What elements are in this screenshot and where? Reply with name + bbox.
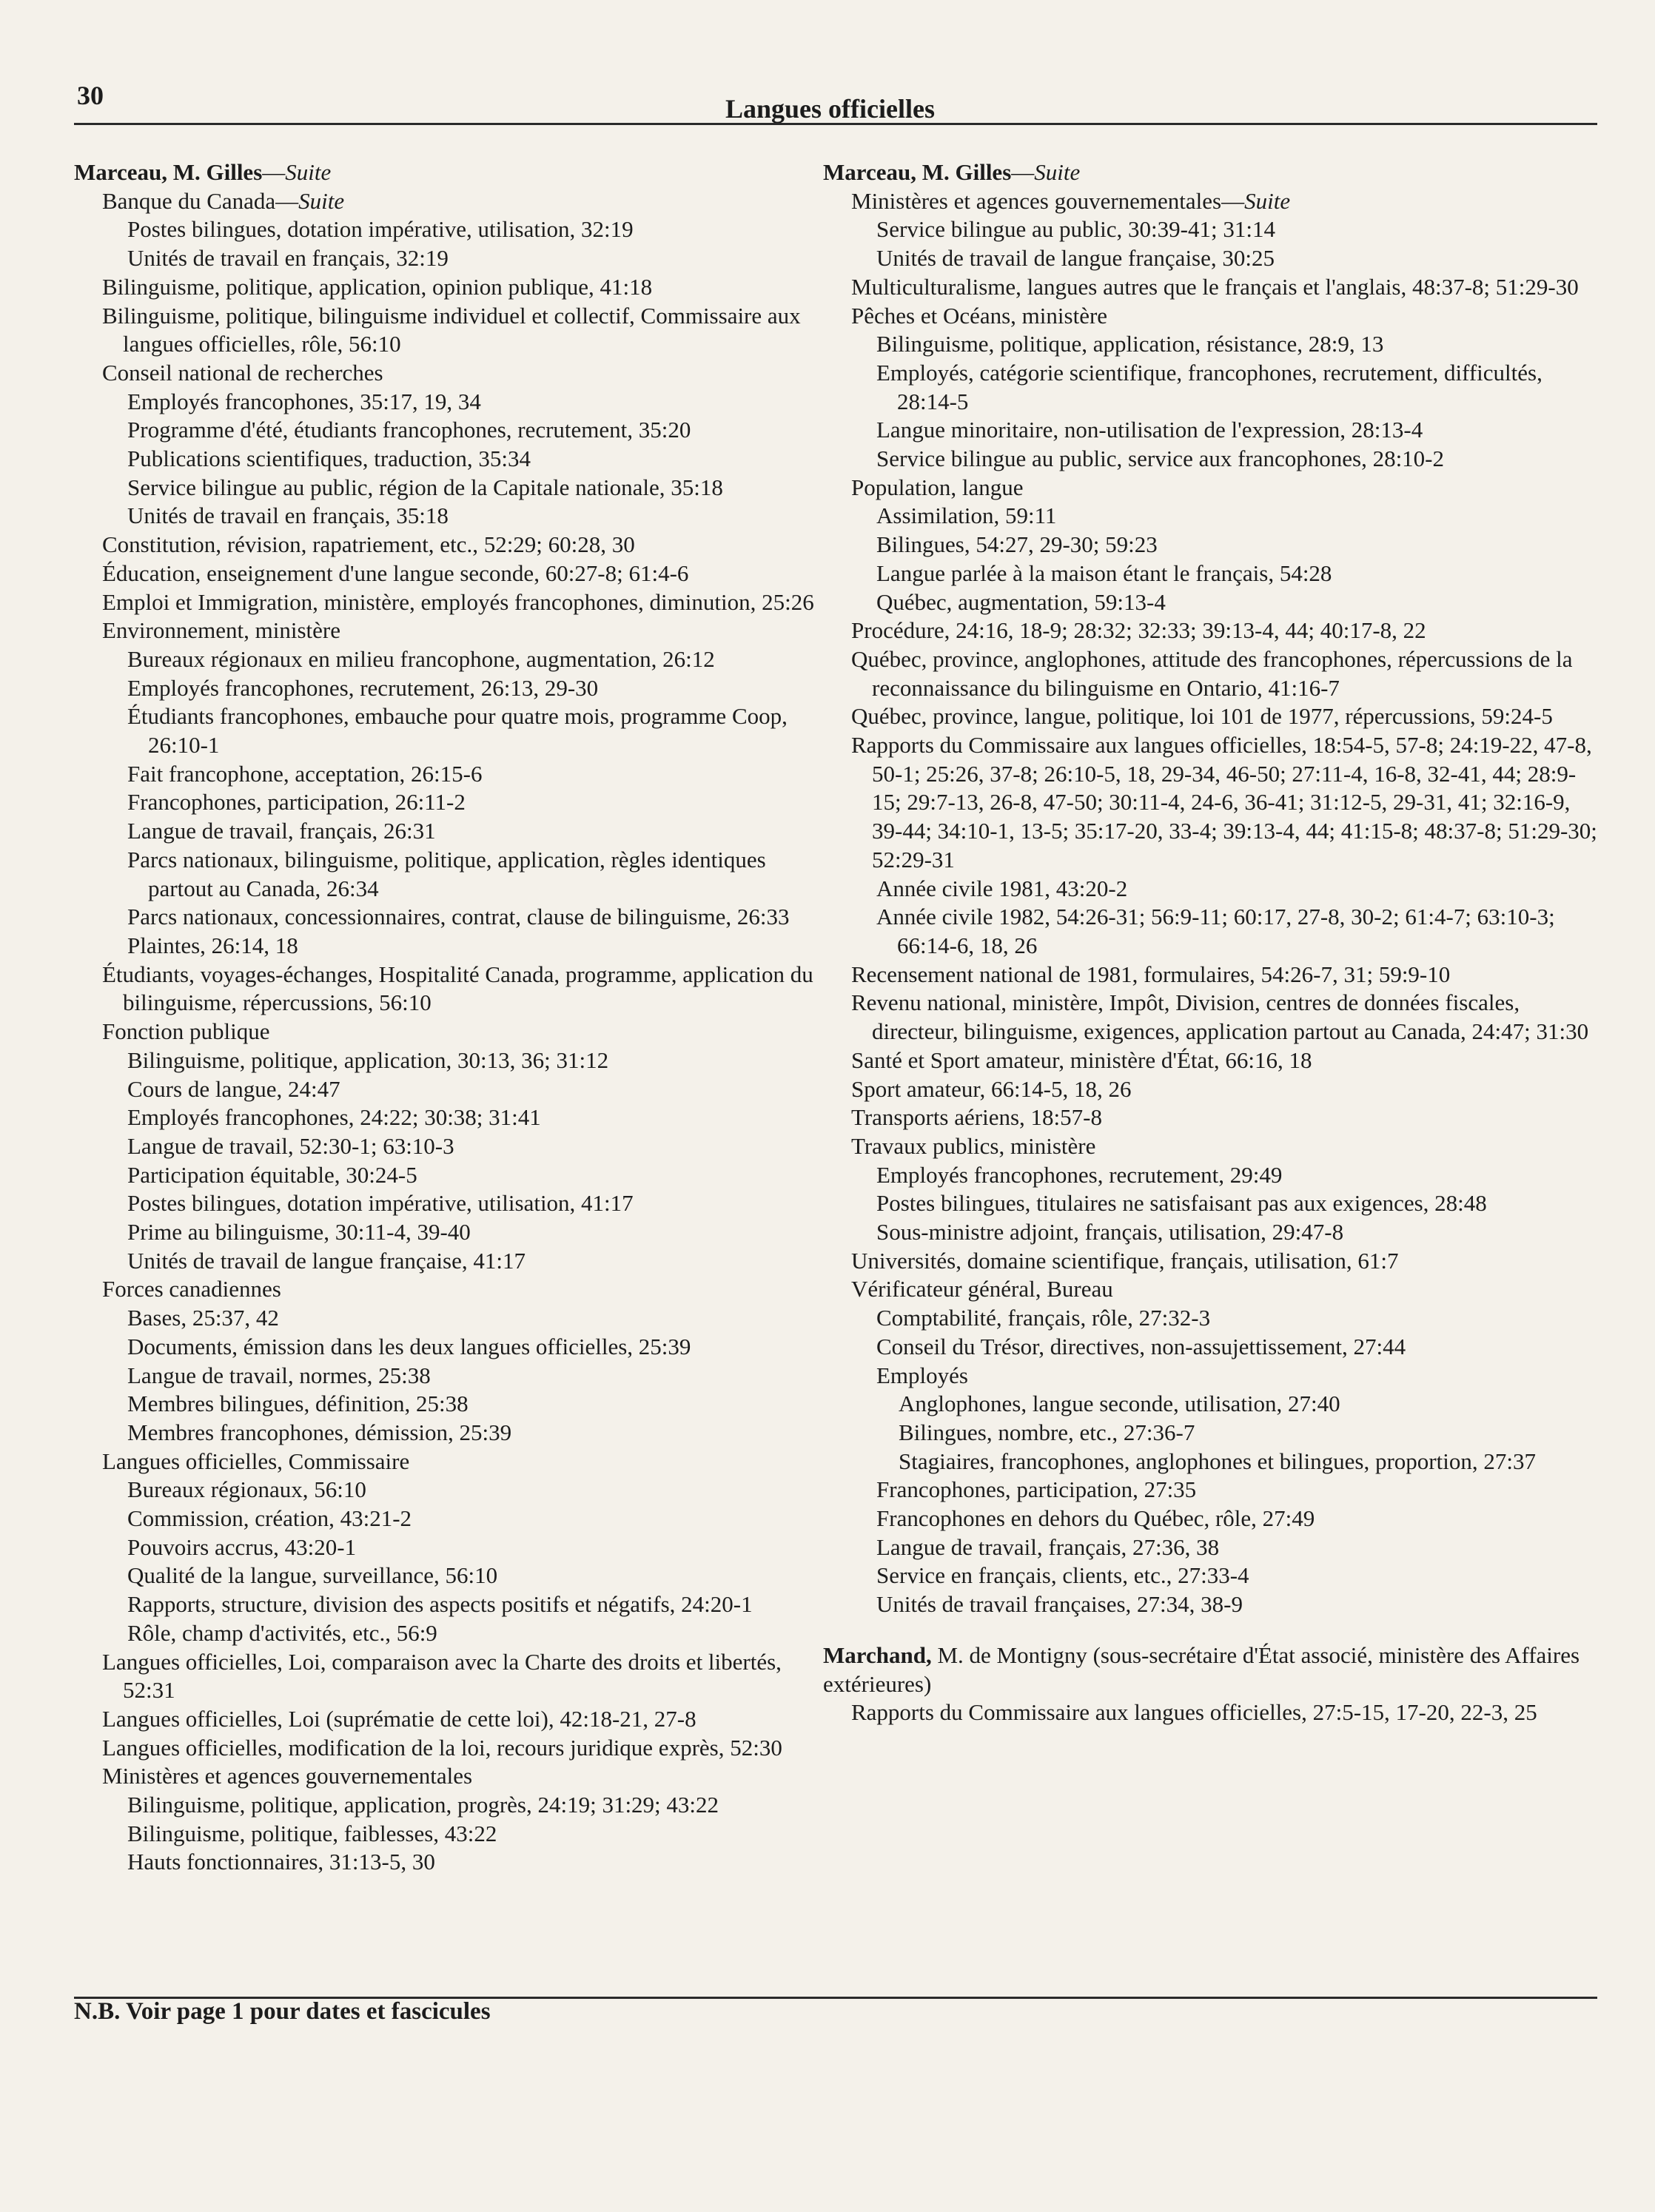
index-entry <box>823 989 1600 1046</box>
index-entry <box>823 961 1600 989</box>
entry-text: Francophones en dehors du Québec, rôle, 27:49 <box>876 1505 1315 1532</box>
index-entry <box>74 1333 822 1362</box>
index-entry <box>74 244 822 273</box>
index-entry <box>74 588 822 617</box>
entry-text: Bureaux régionaux en milieu francophone, augmentation, 26:12 <box>127 645 715 672</box>
entry-text: Forces canadiennes <box>102 1276 281 1302</box>
entry-name: Marceau, M. Gilles <box>74 159 263 185</box>
index-entry <box>74 616 822 645</box>
index-entry <box>74 1561 822 1590</box>
index-entry <box>74 1075 822 1104</box>
entry-text: Langue minoritaire, non-utilisation de l'expression, 28:13-4 <box>876 417 1423 443</box>
entry-text: Langues officielles, Loi (suprématie de cette loi), 42:18-21, 27-8 <box>102 1705 696 1732</box>
index-heading <box>823 158 1600 187</box>
index-entry <box>74 1791 822 1820</box>
entry-text: Langue de travail, français, 26:31 <box>127 818 436 844</box>
entry-text: Unités de travail de langue française, 41:17 <box>127 1247 526 1274</box>
entry-text: Langue parlée à la maison étant le français, 54:28 <box>876 559 1332 586</box>
entry-text: Employés francophones, recrutement, 29:49 <box>876 1161 1283 1188</box>
entry-text: Membres francophones, démission, 25:39 <box>127 1419 512 1445</box>
index-entry <box>74 1304 822 1333</box>
index-entry <box>823 1046 1600 1075</box>
index-entry <box>823 731 1600 875</box>
index-entry <box>823 1390 1600 1419</box>
entry-name: Marceau, M. Gilles <box>823 159 1012 185</box>
entry-text: Rapports, structure, division des aspects positifs et négatifs, 24:20-1 <box>127 1591 753 1618</box>
entry-text: Année civile 1982, 54:26-31; 56:9-11; 60:17, 27-8, 30-2; 61:4-7; 63:10-3; 66:14-6, 18, 26 <box>876 904 1555 958</box>
entry-text: Rapports du Commissaire aux langues officielles, 27:5-15, 17-20, 22-3, 25 <box>851 1699 1537 1726</box>
index-entry <box>74 502 822 531</box>
entry-text: Conseil du Trésor, directives, non-assujettissement, 27:44 <box>876 1333 1406 1359</box>
entry-suite: Suite <box>298 187 345 214</box>
index-entry <box>74 1476 822 1505</box>
index-entry <box>823 1561 1600 1590</box>
index-entry <box>823 1505 1600 1533</box>
entry-text: Participation équitable, 30:24-5 <box>127 1161 417 1188</box>
index-entry <box>823 1590 1600 1619</box>
entry-suite: Suite <box>1034 159 1081 185</box>
index-entry <box>74 1419 822 1448</box>
entry-text: Postes bilingues, dotation impérative, utilisation, 32:19 <box>127 216 634 243</box>
entry-text: Étudiants, voyages-échanges, Hospitalité Canada, programme, application du bilinguisme, répercussions, 56:10 <box>102 961 813 1016</box>
index-entry <box>823 187 1600 216</box>
index-entry <box>823 474 1600 502</box>
entry-text: Bilinguisme, politique, faiblesses, 43:22 <box>127 1820 497 1846</box>
entry-text: Parcs nationaux, bilinguisme, politique, application, règles identiques partout au Canada, 26:34 <box>127 846 766 901</box>
index-entry <box>823 531 1600 559</box>
entry-text: Emploi et Immigration, ministère, employés francophones, diminution, 25:26 <box>102 588 814 615</box>
index-heading <box>823 1641 1600 1698</box>
entry-text: Recensement national de 1981, formulaires, 54:26-7, 31; 59:9-10 <box>851 961 1451 987</box>
entry-text: Pêches et Océans, ministère <box>851 302 1108 329</box>
entry-text: Langues officielles, Commissaire <box>102 1448 410 1474</box>
entry-text: Qualité de la langue, surveillance, 56:10 <box>127 1562 498 1589</box>
index-entry <box>74 817 822 846</box>
entry-spacer <box>823 1619 1600 1641</box>
index-entry <box>823 1218 1600 1247</box>
entry-text: Conseil national de recherches <box>102 359 383 386</box>
entry-text: Programme d'été, étudiants francophones, recrutement, 35:20 <box>127 417 691 443</box>
index-entry <box>74 961 822 1018</box>
entry-text: Langue de travail, français, 27:36, 38 <box>876 1533 1220 1560</box>
entry-text: Constitution, révision, rapatriement, etc., 52:29; 60:28, 30 <box>102 531 635 558</box>
index-entry <box>74 416 822 445</box>
index-entry <box>823 416 1600 445</box>
index-entry <box>74 388 822 417</box>
index-entry <box>74 1161 822 1190</box>
entry-text: Bilinguisme, politique, bilinguisme individuel et collectif, Commissaire aux langues officielles, rôle, 56:10 <box>102 302 801 357</box>
index-entry <box>823 1362 1600 1391</box>
index-entry <box>74 1448 822 1476</box>
index-entry <box>823 559 1600 588</box>
entry-text: Service bilingue au public, région de la Capitale nationale, 35:18 <box>127 474 723 500</box>
index-entry <box>823 1533 1600 1562</box>
index-entry <box>74 559 822 588</box>
index-entry <box>74 760 822 789</box>
running-title: Langues officielles <box>725 94 935 124</box>
entry-text: Environnement, ministère <box>102 617 340 644</box>
entry-text: Employés francophones, 35:17, 19, 34 <box>127 388 481 414</box>
entry-text: Ministères et agences gouvernementales— <box>851 187 1245 214</box>
entry-text: Unités de travail de langue française, 30:25 <box>876 245 1275 272</box>
entry-text: Employés francophones, recrutement, 26:13, 29-30 <box>127 674 599 701</box>
index-entry <box>823 588 1600 617</box>
index-entry <box>823 244 1600 273</box>
entry-text: Postes bilingues, titulaires ne satisfaisant pas aux exigences, 28:48 <box>876 1190 1487 1217</box>
entry-text: Bureaux régionaux, 56:10 <box>127 1476 366 1503</box>
index-entry <box>823 1419 1600 1448</box>
index-entry <box>823 273 1600 302</box>
entry-text: Documents, émission dans les deux langues officielles, 25:39 <box>127 1333 691 1359</box>
entry-text: Sport amateur, 66:14-5, 18, 26 <box>851 1075 1132 1102</box>
index-entry <box>823 1476 1600 1505</box>
index-entry <box>74 1705 822 1734</box>
entry-text: M. de Montigny (sous-secrétaire d'État associé, ministère des Affaires extérieures) <box>823 1641 1580 1697</box>
index-entry <box>74 1648 822 1705</box>
index-entry <box>74 1103 822 1132</box>
index-entry <box>74 1505 822 1533</box>
index-entry <box>823 359 1600 416</box>
index-entry <box>74 273 822 302</box>
entry-text: Employés, catégorie scientifique, francophones, recrutement, difficultés, 28:14-5 <box>876 359 1542 414</box>
index-entry <box>823 875 1600 904</box>
index-entry <box>823 302 1600 331</box>
entry-text: Francophones, participation, 26:11-2 <box>127 789 466 816</box>
index-entry <box>74 674 822 703</box>
index-column-left <box>74 158 822 1877</box>
index-entry <box>823 502 1600 531</box>
entry-text: Étudiants francophones, embauche pour quatre mois, programme Coop, 26:10-1 <box>127 703 788 759</box>
entry-text: Unités de travail en français, 32:19 <box>127 245 449 272</box>
index-entry <box>74 1533 822 1562</box>
entry-text: Plaintes, 26:14, 18 <box>127 932 298 958</box>
entry-text: Québec, province, anglophones, attitude des francophones, répercussions de la reconnaissance du bilinguisme en Ontario, 41:16-7 <box>851 645 1573 701</box>
entry-text: Unités de travail françaises, 27:34, 38-9 <box>876 1591 1243 1618</box>
entry-text: Bilinguisme, politique, application, opinion publique, 41:18 <box>102 273 653 300</box>
entry-text: Anglophones, langue seconde, utilisation, 27:40 <box>899 1391 1340 1417</box>
index-column-right <box>823 158 1600 1727</box>
index-entry <box>823 1075 1600 1104</box>
index-entry <box>74 846 822 903</box>
entry-text: Hauts fonctionnaires, 31:13-5, 30 <box>127 1849 435 1875</box>
index-entry <box>823 1247 1600 1276</box>
entry-dash: — <box>1011 159 1035 185</box>
index-heading <box>74 158 822 187</box>
index-entry <box>74 1390 822 1419</box>
entry-text: Employés <box>876 1362 968 1388</box>
entry-text: Langue de travail, normes, 25:38 <box>127 1362 431 1388</box>
entry-text: Vérificateur général, Bureau <box>851 1276 1113 1302</box>
index-entry <box>74 445 822 474</box>
entry-text: Cours de langue, 24:47 <box>127 1075 340 1102</box>
index-entry <box>74 1046 822 1075</box>
index-entry <box>74 788 822 817</box>
index-entry <box>74 1848 822 1877</box>
entry-suite: Suite <box>1244 187 1291 214</box>
entry-text: Transports aériens, 18:57-8 <box>851 1104 1102 1131</box>
entry-text: Service en français, clients, etc., 27:33-4 <box>876 1562 1249 1589</box>
index-entry <box>74 1218 822 1247</box>
entry-text: Parcs nationaux, concessionnaires, contrat, clause de bilinguisme, 26:33 <box>127 904 790 930</box>
index-entry <box>74 359 822 388</box>
index-entry <box>74 1820 822 1849</box>
index-entry <box>74 474 822 502</box>
index-entry <box>74 187 822 216</box>
index-entry <box>823 1698 1600 1727</box>
entry-text: Prime au bilinguisme, 30:11-4, 39-40 <box>127 1219 471 1245</box>
index-entry <box>74 215 822 244</box>
footnote: N.B. Voir page 1 pour dates et fascicules <box>74 1998 491 2025</box>
entry-text: Ministères et agences gouvernementales <box>102 1763 473 1789</box>
entry-text: Unités de travail en français, 35:18 <box>127 502 449 529</box>
index-entry <box>823 1448 1600 1476</box>
index-entry <box>74 702 822 759</box>
entry-text: Employés francophones, 24:22; 30:38; 31:41 <box>127 1104 541 1131</box>
index-entry <box>823 1189 1600 1218</box>
index-entry <box>823 616 1600 645</box>
page-number: 30 <box>77 81 104 110</box>
index-entry <box>823 1275 1600 1304</box>
entry-text: Rôle, champ d'activités, etc., 56:9 <box>127 1619 437 1646</box>
index-entry <box>74 531 822 559</box>
entry-name: Marchand, <box>823 1641 932 1668</box>
index-entry <box>823 1132 1600 1161</box>
entry-text: Universités, domaine scientifique, français, utilisation, 61:7 <box>851 1247 1399 1274</box>
entry-text: Procédure, 24:16, 18-9; 28:32; 32:33; 39:13-4, 44; 40:17-8, 22 <box>851 617 1426 644</box>
entry-text: Commission, création, 43:21-2 <box>127 1505 412 1532</box>
index-entry <box>823 1103 1600 1132</box>
entry-text: Service bilingue au public, service aux francophones, 28:10-2 <box>876 446 1445 472</box>
entry-text: Assimilation, 59:11 <box>876 502 1057 529</box>
entry-text: Postes bilingues, dotation impérative, utilisation, 41:17 <box>127 1190 634 1217</box>
entry-text: Membres bilingues, définition, 25:38 <box>127 1391 469 1417</box>
entry-text: Sous-ministre adjoint, français, utilisation, 29:47-8 <box>876 1219 1344 1245</box>
entry-text: Service bilingue au public, 30:39-41; 31:14 <box>876 216 1275 243</box>
index-entry <box>823 1304 1600 1333</box>
entry-text: Publications scientifiques, traduction, 35:34 <box>127 446 531 472</box>
index-entry <box>823 330 1600 359</box>
index-entry <box>823 645 1600 702</box>
index-entry <box>74 302 822 359</box>
entry-text: Bilinguisme, politique, application, 30:13, 36; 31:12 <box>127 1046 609 1073</box>
entry-dash: — <box>262 159 286 185</box>
index-entry <box>823 1161 1600 1190</box>
index-entry <box>74 1619 822 1648</box>
index-entry <box>823 903 1600 960</box>
index-entry <box>74 1275 822 1304</box>
index-entry <box>74 1734 822 1763</box>
index-entry <box>823 215 1600 244</box>
index-entry <box>74 1362 822 1391</box>
entry-text: Comptabilité, français, rôle, 27:32-3 <box>876 1305 1211 1331</box>
entry-text: Revenu national, ministère, Impôt, Division, centres de données fiscales, directeur, bilinguisme, exigences, application partout au Canada, 24:47; 31:30 <box>851 989 1589 1045</box>
entry-text: Francophones, participation, 27:35 <box>876 1476 1197 1503</box>
entry-text: Langues officielles, Loi, comparaison avec la Charte des droits et libertés, 52:31 <box>102 1648 782 1704</box>
entry-text: Rapports du Commissaire aux langues officielles, 18:54-5, 57-8; 24:19-22, 47-8, 50-1; 25:26, 37-8; 26:10-5, 18, 29-34, 46-50; 27:11-4, 16-8, 32-41, 44; 28:9-15; 29:7-13, 26-8, 47-50; 30:11-4, 24-6, 36-41; 31:12-5, 29-31, 41; 32:16-9, 39-44; 34:10-1, 13-5; 35:17-20, 33-4; 39:13-4, 44; 41:15-8; 48:37-8; 51:29-30; 52:29-31 <box>851 732 1597 873</box>
index-entry <box>823 1333 1600 1362</box>
entry-text: Langues officielles, modification de la loi, recours juridique exprès, 52:30 <box>102 1734 782 1761</box>
entry-text: Québec, province, langue, politique, loi 101 de 1977, répercussions, 59:24-5 <box>851 703 1553 730</box>
index-entry <box>74 1189 822 1218</box>
index-entry <box>74 1247 822 1276</box>
entry-text: Bilinguisme, politique, application, résistance, 28:9, 13 <box>876 331 1384 357</box>
index-entry <box>74 1018 822 1046</box>
index-entry <box>74 1590 822 1619</box>
entry-text: Multiculturalisme, langues autres que le français et l'anglais, 48:37-8; 51:29-30 <box>851 273 1579 300</box>
index-entry <box>74 1762 822 1791</box>
index-entry <box>823 445 1600 474</box>
index-entry <box>74 1132 822 1161</box>
entry-text: Bilinguisme, politique, application, progrès, 24:19; 31:29; 43:22 <box>127 1792 719 1818</box>
entry-text: Banque du Canada— <box>102 187 299 214</box>
entry-text: Année civile 1981, 43:20-2 <box>876 875 1128 901</box>
index-entry <box>823 702 1600 731</box>
entry-text: Population, langue <box>851 474 1024 500</box>
entry-suite: Suite <box>285 159 332 185</box>
index-entry <box>74 932 822 961</box>
entry-text: Bases, 25:37, 42 <box>127 1305 279 1331</box>
entry-text: Éducation, enseignement d'une langue seconde, 60:27-8; 61:4-6 <box>102 559 689 586</box>
entry-text: Bilingues, 54:27, 29-30; 59:23 <box>876 531 1158 558</box>
entry-text: Travaux publics, ministère <box>851 1132 1096 1159</box>
entry-text: Santé et Sport amateur, ministère d'État, 66:16, 18 <box>851 1046 1312 1073</box>
index-entry <box>74 645 822 674</box>
entry-text: Pouvoirs accrus, 43:20-1 <box>127 1533 357 1560</box>
index-entry <box>74 903 822 932</box>
entry-text: Langue de travail, 52:30-1; 63:10-3 <box>127 1132 454 1159</box>
entry-text: Stagiaires, francophones, anglophones et bilingues, proportion, 27:37 <box>899 1448 1536 1474</box>
entry-text: Fait francophone, acceptation, 26:15-6 <box>127 760 483 787</box>
entry-text: Québec, augmentation, 59:13-4 <box>876 588 1166 615</box>
top-rule <box>74 123 1597 125</box>
entry-text: Bilingues, nombre, etc., 27:36-7 <box>899 1419 1195 1445</box>
entry-text: Fonction publique <box>102 1018 270 1045</box>
